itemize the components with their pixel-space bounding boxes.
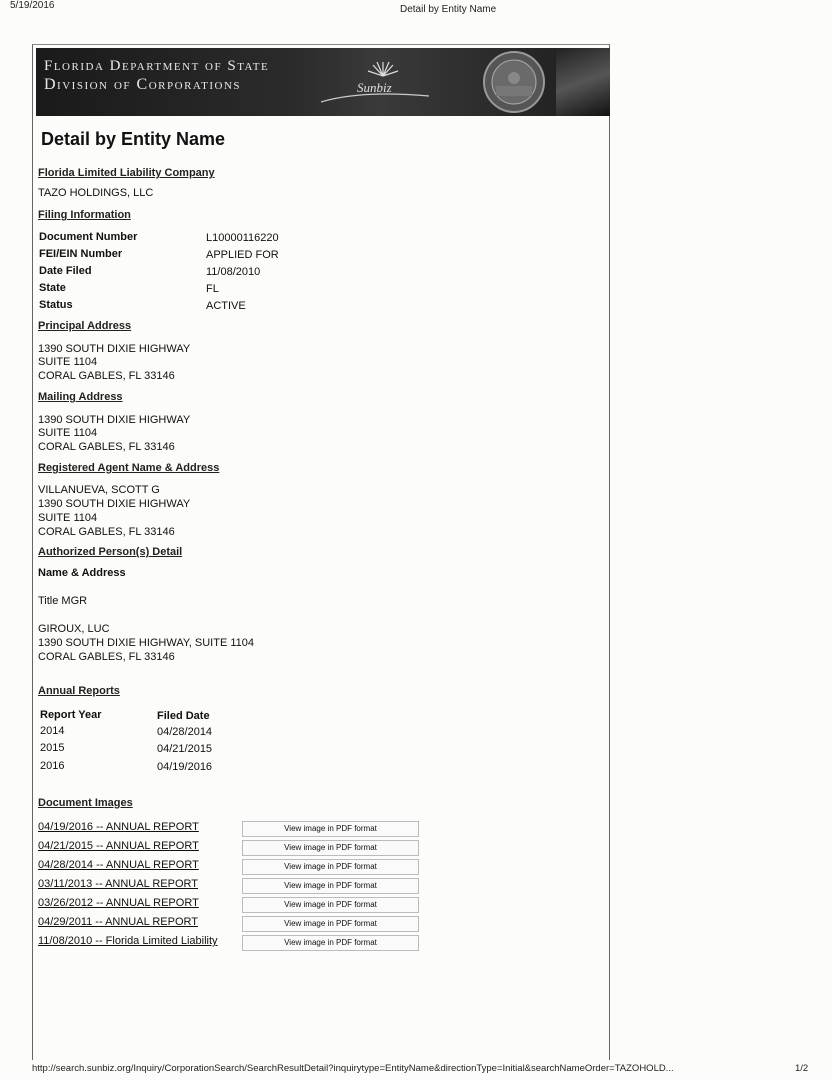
view-pdf-button[interactable]: View image in PDF format — [242, 821, 419, 837]
report-year-header: Report Year — [40, 709, 102, 721]
document-link[interactable]: 11/08/2010 -- Florida Limited Liability — [38, 935, 218, 947]
document-link[interactable]: 04/29/2011 -- ANNUAL REPORT — [38, 916, 198, 928]
authorized-line: 1390 SOUTH DIXIE HIGHWAY, SUITE 1104 — [38, 637, 254, 649]
filed-date-cell: 04/19/2016 — [157, 761, 213, 773]
status-label: Status — [39, 299, 73, 311]
banner-department: Florida Department of State — [44, 58, 270, 74]
document-number-label: Document Number — [39, 231, 138, 243]
name-address-label: Name & Address — [38, 567, 126, 579]
print-date: 5/19/2016 — [10, 0, 55, 11]
report-year-cell: 2015 — [40, 742, 65, 754]
authorized-line: CORAL GABLES, FL 33146 — [38, 651, 175, 663]
view-pdf-button[interactable]: View image in PDF format — [242, 935, 419, 951]
document-link[interactable]: 04/28/2014 -- ANNUAL REPORT — [38, 859, 199, 871]
flag-graphic — [556, 48, 610, 116]
view-pdf-button[interactable]: View image in PDF format — [242, 878, 419, 894]
mailing-address-line: 1390 SOUTH DIXIE HIGHWAY — [38, 414, 191, 426]
authorized-line: GIROUX, LUC — [38, 623, 110, 635]
date-filed-value: 11/08/2010 — [206, 266, 261, 278]
document-number-value: L10000116220 — [206, 232, 279, 244]
principal-address-line: SUITE 1104 — [38, 356, 98, 368]
filed-date-cell: 04/28/2014 — [157, 726, 213, 738]
authorized-persons-heading: Authorized Person(s) Detail — [38, 546, 183, 558]
document-link[interactable]: 03/26/2012 -- ANNUAL REPORT — [38, 897, 199, 909]
state-label: State — [39, 282, 66, 294]
print-footer-url: http://search.sunbiz.org/Inquiry/CorporationSearch/SearchResultDetail?inquirytype=EntityName&directionType=Initial&searchNameOrder=TAZOHOLD... — [32, 1063, 674, 1074]
banner-division: Division of Corporations — [44, 76, 242, 93]
fei-ein-label: FEI/EIN Number — [39, 248, 123, 260]
principal-address-line: CORAL GABLES, FL 33146 — [38, 370, 175, 382]
document-images-heading: Document Images — [38, 797, 133, 809]
filed-date-header: Filed Date — [157, 710, 210, 722]
mailing-address-line: SUITE 1104 — [38, 427, 98, 439]
principal-address-heading: Principal Address — [38, 320, 132, 332]
report-year-cell: 2014 — [40, 725, 65, 737]
view-pdf-button[interactable]: View image in PDF format — [242, 859, 419, 875]
entity-type-heading: Florida Limited Liability Company — [38, 167, 215, 179]
header-banner — [36, 48, 610, 116]
filing-information-heading: Filing Information — [38, 209, 131, 221]
sunbiz-logo-text: Sunbiz — [357, 80, 392, 95]
registered-agent-line: CORAL GABLES, FL 33146 — [38, 526, 175, 538]
view-pdf-button[interactable]: View image in PDF format — [242, 840, 419, 856]
registered-agent-line: VILLANUEVA, SCOTT G — [38, 484, 160, 496]
status-value: ACTIVE — [206, 300, 246, 312]
authorized-title: Title MGR — [38, 595, 88, 607]
date-filed-label: Date Filed — [39, 265, 92, 277]
registered-agent-line: 1390 SOUTH DIXIE HIGHWAY — [38, 498, 191, 510]
fei-ein-value: APPLIED FOR — [206, 249, 279, 261]
view-pdf-button[interactable]: View image in PDF format — [242, 897, 419, 913]
document-link[interactable]: 04/19/2016 -- ANNUAL REPORT — [38, 821, 199, 833]
mailing-address-heading: Mailing Address — [38, 391, 123, 403]
principal-address-line: 1390 SOUTH DIXIE HIGHWAY — [38, 343, 191, 355]
annual-reports-heading: Annual Reports — [38, 685, 120, 697]
view-pdf-button[interactable]: View image in PDF format — [242, 916, 419, 932]
page-title: Detail by Entity Name — [41, 129, 226, 149]
registered-agent-heading: Registered Agent Name & Address — [38, 462, 220, 474]
registered-agent-line: SUITE 1104 — [38, 512, 98, 524]
florida-seal-icon — [476, 50, 552, 114]
sunbiz-logo[interactable] — [321, 58, 431, 108]
print-title: Detail by Entity Name — [400, 4, 497, 15]
mailing-address-line: CORAL GABLES, FL 33146 — [38, 441, 175, 453]
state-value: FL — [206, 283, 219, 295]
document-link[interactable]: 03/11/2013 -- ANNUAL REPORT — [38, 878, 198, 890]
entity-name: TAZO HOLDINGS, LLC — [38, 187, 154, 199]
filed-date-cell: 04/21/2015 — [157, 743, 213, 755]
print-page-number: 1/2 — [795, 1063, 809, 1074]
document-link[interactable]: 04/21/2015 -- ANNUAL REPORT — [38, 840, 199, 852]
report-year-cell: 2016 — [40, 760, 65, 772]
